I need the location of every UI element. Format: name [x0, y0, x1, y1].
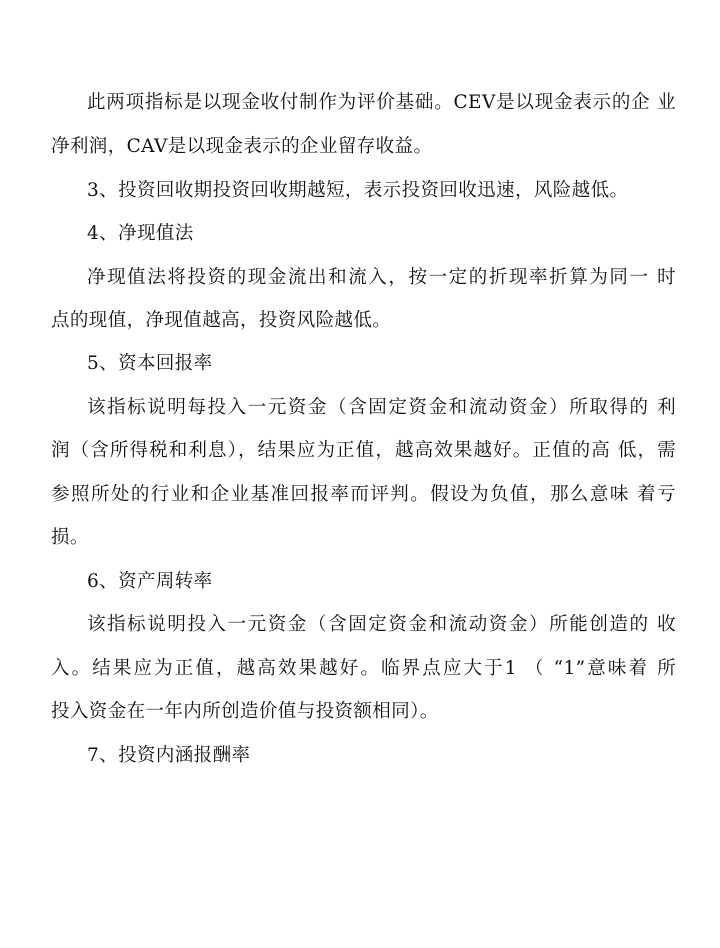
paragraph-line: 损。 [51, 527, 89, 548]
paragraph-line: 3、投资回收期投资回收期越短，表示投资回收迅速，风险越低。 [87, 180, 629, 201]
paragraph-line: 参照所处的行业和企业基准回报率而评判。假设为负值，那么意味 着亏 [51, 484, 676, 505]
paragraph-line: 净利润，CAV是以现金表示的企业留存收益。 [51, 136, 433, 157]
paragraph-line: 点的现值，净现值越高，投资风险越低。 [51, 310, 392, 331]
paragraph-line: 入。结果应为正值，越高效果越好。临界点应大于1 （ “1”意味着 所 [51, 658, 676, 679]
section-heading: 6、资产周转率 [87, 571, 213, 592]
section-heading: 4、净现值法 [87, 223, 194, 244]
paragraph-line: 投入资金在一年内所创造价值与投资额相同）。 [51, 701, 439, 722]
paragraph-line: 润（含所得税和利息），结果应为正值，越高效果越好。正值的高 低，需 [51, 440, 676, 461]
paragraph-line: 该指标说明投入一元资金（含固定资金和流动资金）所能创造的 收 [87, 614, 676, 635]
paragraph-line: 该指标说明每投入一元资金（含固定资金和流动资金）所取得的 利 [87, 397, 676, 418]
paragraph-line: 净现值法将投资的现金流出和流入，按一定的折现率折算为同一 时 [87, 267, 676, 288]
paragraph-line: 此两项指标是以现金收付制作为评价基础。CEV是以现金表示的企 业 [87, 92, 676, 113]
section-heading: 5、资本回报率 [87, 353, 213, 374]
section-heading: 7、投资内涵报酬率 [87, 745, 251, 766]
